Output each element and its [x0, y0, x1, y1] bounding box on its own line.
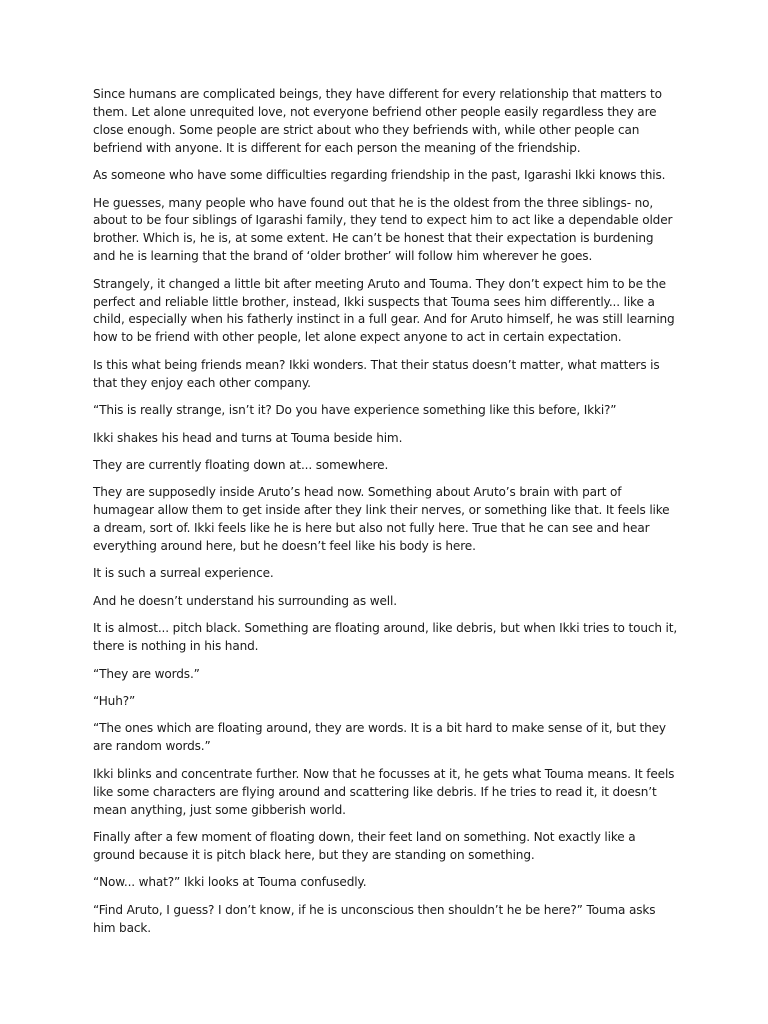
paragraph: Ikki blinks and concentrate further. Now that he focusses at it, he gets what Touma means. It feels like some characters are flying around and scattering like debris. If he tries to read it, it doesn’t mean anything, just some gibberish world.: [93, 766, 675, 817]
paragraph: “They are words.”: [93, 666, 200, 681]
paragraph: “The ones which are floating around, they are words. It is a bit hard to make sense of it, but they are random words.”: [93, 721, 666, 754]
paragraph: Is this what being friends mean? Ikki wonders. That their status doesn’t matter, what matters is that they enjoy each other company.: [93, 357, 660, 390]
paragraph: “This is really strange, isn’t it? Do you have experience something like this before, Ikki?”: [93, 403, 617, 418]
paragraph: Finally after a few moment of floating down, their feet land on something. Not exactly like a ground because it is pitch black here, but they are standing on something.: [93, 829, 636, 862]
paragraph: As someone who have some difficulties regarding friendship in the past, Igarashi Ikki knows this.: [93, 168, 666, 183]
paragraph: “Find Aruto, I guess? I don’t know, if he is unconscious then shouldn’t he be here?” Touma asks him back.: [93, 902, 656, 935]
paragraph: They are currently floating down at... somewhere.: [93, 457, 389, 472]
paragraph: He guesses, many people who have found out that he is the oldest from the three siblings- no, about to be four siblings of Igarashi family, they tend to expect him to act like a dependable older brother. Which is, he is, at some extent. He can’t be honest that their expectation is burdening and he is learning that the brand of ‘older brother’ will follow him wherever he goes.: [93, 195, 673, 264]
paragraph: It is such a surreal experience.: [93, 566, 274, 581]
paragraph: Since humans are complicated beings, they have different for every relationship that matters to them. Let alone unrequited love, not everyone befriend other people easily regardless they are close enough. Some people are strict about who they befriends with, while other people can befriend with anyone. It is different for each person the meaning of the friendship.: [93, 87, 662, 155]
paragraph: And he doesn’t understand his surrounding as well.: [93, 593, 397, 608]
paragraph: Ikki shakes his head and turns at Touma beside him.: [93, 430, 403, 445]
document-page: [93, 86, 678, 947]
paragraph: It is almost... pitch black. Something are floating around, like debris, but when Ikki tries to touch it, there is nothing in his hand.: [93, 621, 678, 654]
paragraph: “Now... what?” Ikki looks at Touma confusedly.: [93, 875, 367, 890]
paragraph: Strangely, it changed a little bit after meeting Aruto and Touma. They don’t expect him to be the perfect and reliable little brother, instead, Ikki suspects that Touma sees him differently... like a child, especially when his fatherly instinct in a full gear. And for Aruto himself, he was still learning how to be friend with other people, let alone expect anyone to act in certain expectation.: [93, 276, 675, 345]
paragraph: “Huh?”: [93, 693, 136, 708]
paragraph: They are supposedly inside Aruto’s head now. Something about Aruto’s brain with part of humagear allow them to get inside after they link their nerves, or something like that. It feels like a dream, sort of. Ikki feels like he is here but also not fully here. True that he can see and hear everything around here, but he doesn’t feel like his body is here.: [93, 485, 670, 554]
